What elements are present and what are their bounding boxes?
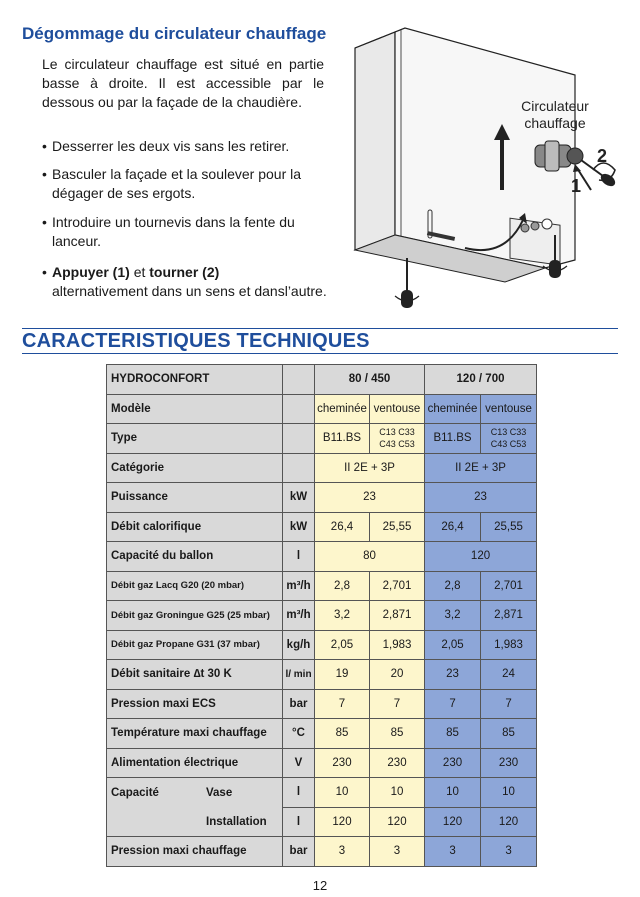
- table-cell: 10: [370, 778, 425, 808]
- table-cell: [283, 394, 315, 424]
- table-cell: 7: [370, 689, 425, 719]
- table-cell: 85: [370, 719, 425, 749]
- table-cell: 85: [425, 719, 481, 749]
- table-cell: kW: [283, 483, 315, 513]
- section-title-degommage: Dégommage du circulateur chauffage: [22, 24, 327, 43]
- table-cell: l: [283, 807, 315, 837]
- type-line: C13 C33: [490, 427, 527, 438]
- table-cell: V: [283, 748, 315, 778]
- table-cell: 2,701: [370, 571, 425, 601]
- table-row: [107, 660, 537, 690]
- table-cell: 25,55: [370, 512, 425, 542]
- table-cell: II 2E + 3P: [315, 453, 425, 483]
- table-cell: 3: [315, 837, 370, 867]
- table-row: [107, 571, 537, 601]
- table-cell: °C: [283, 719, 315, 749]
- table-cell: 85: [481, 719, 537, 749]
- bullet-item: • Appuyer (1) et tourner (2) alternativement dans un sens et dansl’autre.: [42, 263, 332, 301]
- table-row: [107, 630, 537, 660]
- table-cell: [370, 424, 425, 454]
- table-cell: 1,983: [481, 630, 537, 660]
- circulator-label: [505, 98, 605, 132]
- table-row: [107, 601, 537, 631]
- table-cell: 230: [425, 748, 481, 778]
- type-line: C43 C53: [490, 439, 527, 450]
- table-row: [107, 483, 537, 513]
- table-cell: cheminée: [425, 394, 481, 424]
- table-cell: 26,4: [315, 512, 370, 542]
- table-cell: m³/h: [283, 571, 315, 601]
- table-cell: 3: [481, 837, 537, 867]
- table-cell: 23: [425, 483, 537, 513]
- title-rule-bottom: [22, 353, 618, 354]
- table-cell: 2,05: [315, 630, 370, 660]
- table-cell: [107, 778, 283, 808]
- table-cell: 120: [425, 807, 481, 837]
- table-cell: Type: [107, 424, 283, 454]
- step-number-2: 2: [597, 146, 608, 166]
- table-cell: Puissance: [107, 483, 283, 513]
- table-cell: 120: [370, 807, 425, 837]
- table-cell: 7: [425, 689, 481, 719]
- vase-label: Vase: [206, 786, 233, 799]
- table-cell: 120: [425, 542, 537, 572]
- table-cell: [283, 453, 315, 483]
- table-cell: 26,4: [425, 512, 481, 542]
- table-cell: 23: [425, 660, 481, 690]
- circulator-label-line2: chauffage: [524, 115, 586, 131]
- table-row: [107, 512, 537, 542]
- table-cell: 7: [481, 689, 537, 719]
- table-cell: Débit sanitaire ∆t 30 K: [107, 660, 283, 690]
- capacite-label: Capacité: [111, 786, 159, 799]
- table-cell: 230: [370, 748, 425, 778]
- bullet-item: • Introduire un tournevis dans la fente du lanceur.: [42, 213, 332, 251]
- table-cell: II 2E + 3P: [425, 453, 537, 483]
- table-cell: 20: [370, 660, 425, 690]
- bullet-text: Desserrer les deux vis sans les retirer.: [52, 138, 290, 154]
- circulator-label-line1: Circulateur: [521, 98, 589, 114]
- page-number: 12: [312, 878, 328, 893]
- spec-table: [106, 364, 537, 867]
- table-cell: cheminée: [315, 394, 370, 424]
- table-cell: l: [283, 778, 315, 808]
- title-rule-top: [22, 328, 618, 329]
- table-row: [107, 394, 537, 424]
- table-cell: 3,2: [315, 601, 370, 631]
- table-cell: [481, 424, 537, 454]
- table-row: [107, 748, 537, 778]
- boiler-drawing: [345, 20, 635, 320]
- table-cell: 25,55: [481, 512, 537, 542]
- table-cell: Température maxi chauffage: [107, 719, 283, 749]
- table-cell: Catégorie: [107, 453, 283, 483]
- table-cell: B11.BS: [315, 424, 370, 454]
- table-cell: ventouse: [370, 394, 425, 424]
- section-title-caracteristiques: CARACTERISTIQUES TECHNIQUES: [22, 330, 370, 352]
- table-row: [107, 424, 537, 454]
- table-cell: bar: [283, 689, 315, 719]
- table-cell: Pression maxi chauffage: [107, 837, 283, 867]
- bullet-connector: et: [133, 264, 146, 280]
- table-cell: Capacité du ballon: [107, 542, 283, 572]
- bullet-bold: Appuyer (1): [52, 264, 130, 280]
- table-cell: l: [283, 542, 315, 572]
- table-cell: Débit gaz Groningue G25 (25 mbar): [107, 601, 283, 631]
- intro-paragraph: Le circulateur chauffage est situé en partie basse à droite. Il est accessible par le dessous ou par la façade de la chaudière.: [42, 56, 324, 110]
- boiler-illustration: [345, 20, 635, 320]
- table-row: [107, 807, 537, 837]
- table-cell: bar: [283, 837, 315, 867]
- table-cell: [283, 424, 315, 454]
- table-cell: 10: [315, 778, 370, 808]
- table-row: [107, 542, 537, 572]
- table-cell: 120: [481, 807, 537, 837]
- table-cell: 2,05: [425, 630, 481, 660]
- table-cell: kW: [283, 512, 315, 542]
- table-cell: 3: [425, 837, 481, 867]
- table-cell: Alimentation électrique: [107, 748, 283, 778]
- table-cell: 230: [481, 748, 537, 778]
- table-cell: 2,871: [370, 601, 425, 631]
- table-cell: 24: [481, 660, 537, 690]
- table-cell: 230: [315, 748, 370, 778]
- table-cell: Débit calorifique: [107, 512, 283, 542]
- table-cell: 3: [370, 837, 425, 867]
- table-row-header: [107, 365, 537, 395]
- table-cell: 7: [315, 689, 370, 719]
- table-cell: 3,2: [425, 601, 481, 631]
- table-cell: Modèle: [107, 394, 283, 424]
- table-cell: 120 / 700: [425, 365, 537, 395]
- type-line: C43 C53: [379, 439, 415, 450]
- bullet-text: alternativement dans un sens et dansl’autre.: [52, 283, 327, 299]
- table-cell: HYDROCONFORT: [107, 365, 283, 395]
- table-cell: 19: [315, 660, 370, 690]
- bullet-item: • Basculer la façade et la soulever pour la dégager de ses ergots.: [42, 165, 332, 203]
- table-cell: 80 / 450: [315, 365, 425, 395]
- bullet-bold: tourner (2): [149, 264, 220, 280]
- type-line: C13 C33: [379, 427, 415, 438]
- table-cell: 120: [315, 807, 370, 837]
- table-cell: 10: [425, 778, 481, 808]
- table-cell: 23: [315, 483, 425, 513]
- table-cell: 2,701: [481, 571, 537, 601]
- table-row: [107, 453, 537, 483]
- table-cell: 2,8: [425, 571, 481, 601]
- table-cell: 85: [315, 719, 370, 749]
- table-cell: [283, 365, 315, 395]
- table-row: [107, 778, 537, 808]
- bullet-item: • Desserrer les deux vis sans les retirer.: [42, 138, 290, 154]
- table-cell: ventouse: [481, 394, 537, 424]
- bullet-text: Basculer la façade et la soulever pour la dégager de ses ergots.: [52, 166, 302, 201]
- table-cell: Débit gaz Propane G31 (37 mbar): [107, 630, 283, 660]
- table-cell: [107, 807, 283, 837]
- table-cell: 10: [481, 778, 537, 808]
- step-number-1: 1: [571, 176, 582, 196]
- table-cell: Pression maxi ECS: [107, 689, 283, 719]
- bullet-text: Introduire un tournevis dans la fente du lanceur.: [52, 214, 295, 249]
- table-cell: 1,983: [370, 630, 425, 660]
- table-cell: B11.BS: [425, 424, 481, 454]
- table-cell: l/ min: [283, 660, 315, 690]
- installation-label: Installation: [206, 815, 267, 828]
- table-cell: m³/h: [283, 601, 315, 631]
- table-cell: 2,871: [481, 601, 537, 631]
- table-cell: kg/h: [283, 630, 315, 660]
- table-row: [107, 719, 537, 749]
- table-row: [107, 689, 537, 719]
- table-cell: Débit gaz Lacq G20 (20 mbar): [107, 571, 283, 601]
- table-cell: 80: [315, 542, 425, 572]
- table-row: [107, 837, 537, 867]
- table-cell: 2,8: [315, 571, 370, 601]
